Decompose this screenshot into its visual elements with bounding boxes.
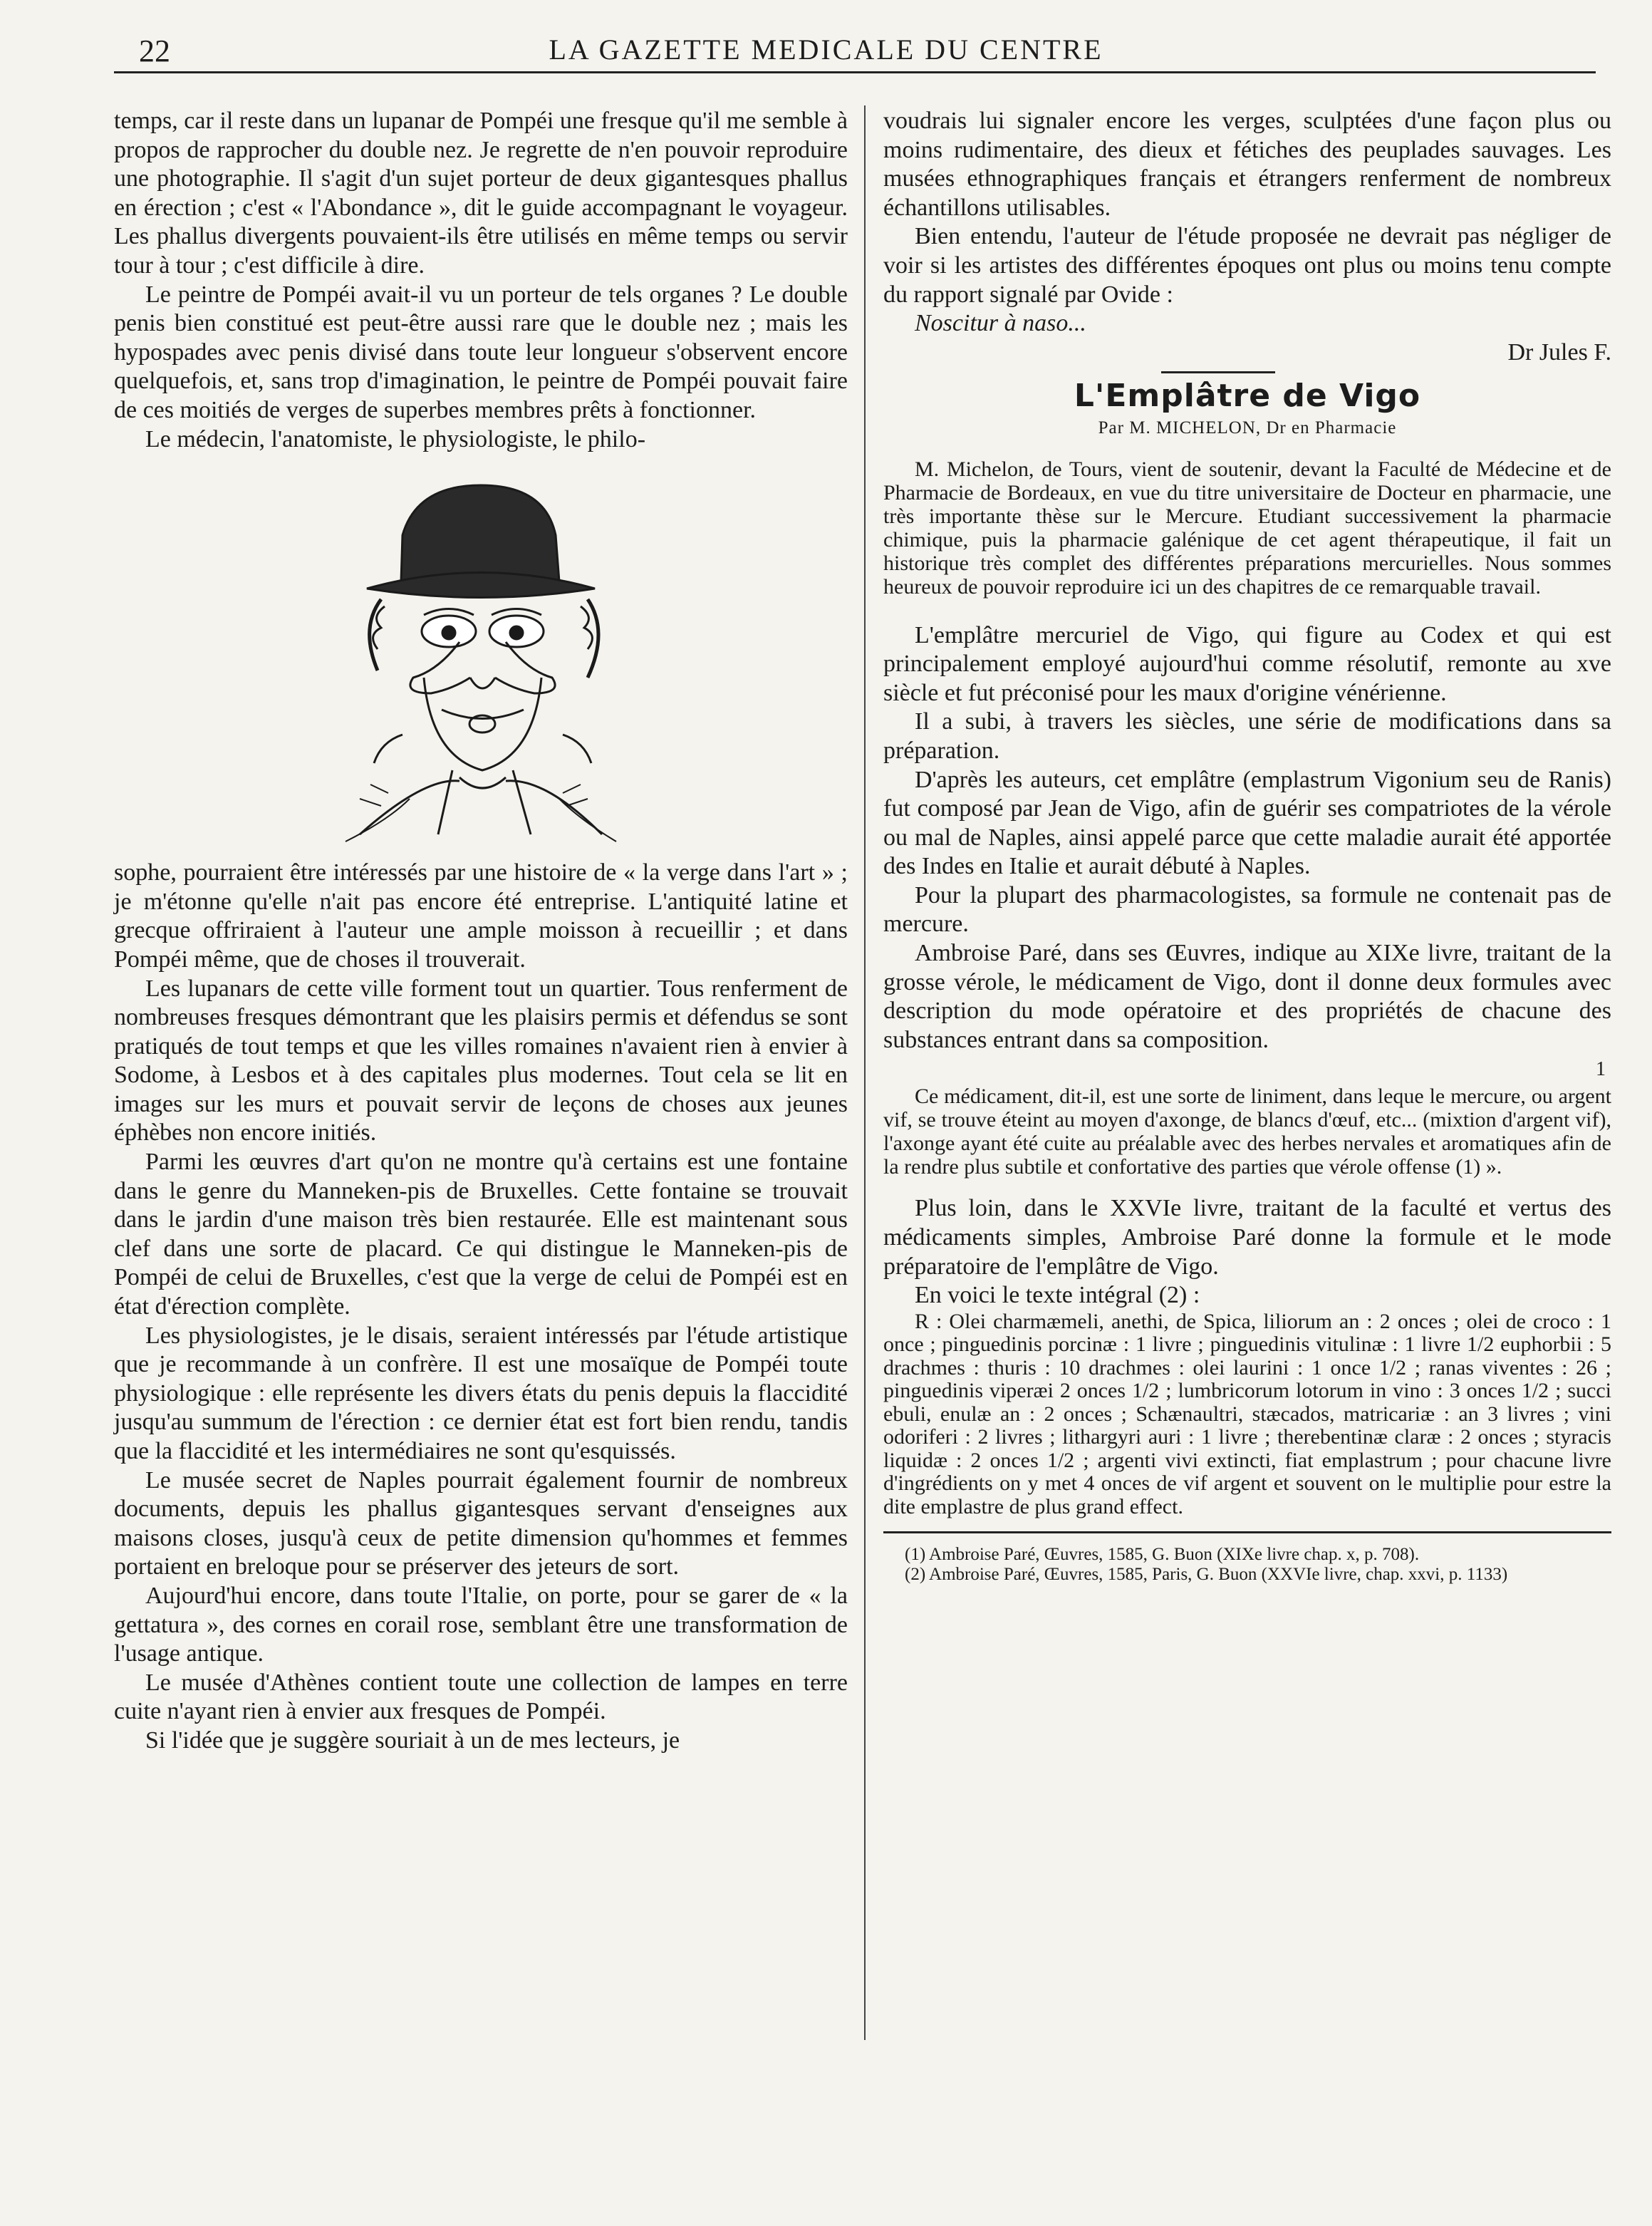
paragraph: Le médecin, l'anatomiste, le physiologiste, le philo- [145,425,646,452]
paragraph: Parmi les œuvres d'art qu'on ne montre qu'à certains est une fontaine dans le genre du Manneken-pis de Bruxelles. Cette fontaine se trouvait dans le jardin d'une maison très bien restaurée. Elle est maintenant sous clef dans une sorte de placard. Ce qui distingue le Manneken-pis de Pompéi de celui de Bruxelles, c'est que la verge de celui de Pompéi est en état d'érection complète. [114,1149,848,1320]
caricature-illustration [114,464,848,849]
paragraph: En voici le texte intégral (2) : [915,1282,1200,1309]
author-signature: Dr Jules F. [1507,338,1611,366]
paragraph: Bien entendu, l'auteur de l'étude proposée ne devrait pas négliger de voir si les artistes des différentes époques ont plus ou moins tenu compte du rapport signalé par Ovide : [883,223,1611,308]
section-rule [1161,371,1275,373]
paragraph: Les lupanars de cette ville forment tout un quartier. Tous renferment de nombreuses fresques démontrant que les plaisirs permis et défendus se sont pratiqués de tout temps et que les villes romaines n'avaient rien à envier à Sodome, à Lesbos et à des capitales plus modernes. Tout cela se lit en images sur les murs et pouvait servir de leçons de choses aux jeunes éphèbes non encore initiés. [114,975,848,1146]
intro-paragraph: M. Michelon, de Tours, vient de soutenir, devant la Faculté de Médecine et de Pharmacie de Bordeaux, en vue du titre universitaire de Docteur en pharmacie, une très importante thèse sur le Mercure. Etudiant successivement la pharmacie chimique, puis la pharmacie galénique de cet agent thérapeutique, il fait un historique très complet des différentes préparations mercurielles. Nous sommes heureux de pouvoir reproduire ici un des chapitres de ce remarquable travail. [883,457,1611,599]
article-title: L'Emplâtre de Vigo [1074,378,1421,415]
paragraph: voudrais lui signaler encore les verges, sculptées d'une façon plus ou moins rudimentaire, des dieux et fétiches des peuplades sauvages. Les musées ethnographiques français et étrangers renferment de nombreux échantillons utilisables. [883,108,1611,221]
running-title: LA GAZETTE MEDICALE DU CENTRE [549,33,1103,66]
column-divider [864,105,866,2040]
paragraph: Les physiologistes, je le disais, seraient intéressés par l'étude artistique que je recommande à un confrère. Il est une mosaïque de Pompéi toute physiologique : elle représente les divers états du penis depuis la flaccidité jusqu'au summum de l'érection : ce dernier état est fort bien rendu, tandis que la flaccidité et les intermédiaires ne sont qu'esquissés. [114,1322,848,1464]
recipe-text: R : Olei charmæmeli, anethi, de Spica, liliorum an : 2 onces ; olei de croco : 1 once ; pinguedinis porcinæ : 1 livre ; pinguedinis vitulinæ : 1 livre 1/2 euphorbii : 5 drachmes : thuris : 10 drachmes : olei laurini : 1 once 1/2 ; ranas viventes : 26 ; pinguedinis viperæi 2 onces 1/2 ; lumbricorum lotorum in vino : 3 onces 1/2 ; succi ebuli, enulæ an : 2 onces ; Schænaultri, stæcados, matricariæ : an 3 livres ; vini odoriferi : 2 livres ; lithargyri auri : 1 livre ; therebentinæ claræ : 2 onces ; styracis liquidæ : 2 onces 1/2 ; argenti vivi extincti, fiat emplastrum ; pour chacune livre d'ingrédients on y met 4 onces de vif argent et souvent on le multiplie pour estre la dite emplastre de plus grand effect. [883,1309,1611,1518]
article-byline: Par M. MICHELON, Dr en Pharmacie [1098,418,1397,438]
left-column [114,107,848,1756]
caricature-drawing [317,464,645,849]
paragraph: Le musée secret de Naples pourrait également fournir de nombreux documents, depuis les phallus gigantesques servant d'enseignes aux maisons closes, jusqu'à ceux de petite dimension qu'hommes et femmes portaient en breloque pour se préserver des jeteurs de sort. [114,1466,848,1580]
paragraph: temps, car il reste dans un lupanar de Pompéi une fresque qu'il me semble à propos de rapprocher du double nez. Je regrette de n'en pouvoir reproduire une photographie. Il s'agit d'un sujet porteur de deux gigantesques phallus en érection ; c'est « l'Abondance », dit le guide accompagnant le voyageur. Les phallus divergents pouvaient-ils être utilisés en même temps ou servir tour à tour ; c'est difficile à dire. [114,108,848,279]
paragraph: Plus loin, dans le XXVIe livre, traitant de la faculté et vertus des médicaments simples, Ambroise Paré donne la formule et le mode préparatoire de l'emplâtre de Vigo. [883,1195,1611,1280]
header-rule [114,71,1596,73]
page-number: 22 [139,33,170,68]
footnotes [883,1545,1611,1585]
page-header [0,29,1652,71]
quotation: Ce médicament, dit-il, est une sorte de liniment, dans leque le mercure, ou argent vif, se trouve éteint au moyen d'axonge, de blancs d'œuf, etc... (mixtion d'argent vif), l'axonge ayant été cuite au préalable avec des herbes nervales et aromatiques afin de la rendre plus subtile et confortative des parties que vérole offense (1) ». [883,1084,1611,1179]
footnote: (2) Ambroise Paré, Œuvres, 1585, Paris, G. Buon (XXVIe livre, chap. xxvi, p. 1133) [905,1565,1508,1585]
paragraph: Le peintre de Pompéi avait-il vu un porteur de tels organes ? Le double penis bien constitué est peut-être aussi rare que le double nez ; mais les hypospades avec penis divisé dans toute leur longueur s'observent encore quelquefois, et, sans trop d'imagination, le peintre de Pompéi pouvait faire de ces moitiés de verges de superbes membres prêts à fonctionner. [114,281,848,423]
paragraph: L'emplâtre mercuriel de Vigo, qui figure au Codex et qui est principalement employé aujourd'hui comme résolutif, remonte au xve siècle et fut préconisé pour les maux d'origine vénérienne. [883,621,1611,706]
right-column [883,107,1611,1585]
paragraph: Pour la plupart des pharmacologistes, sa formule ne contenait pas de mercure. [883,881,1611,938]
paragraph: Aujourd'hui encore, dans toute l'Italie, on porte, pour se garer de « la gettatura », des cornes en corail rose, semblant être une transformation de l'usage antique. [114,1582,848,1667]
paragraph: Ambroise Paré, dans ses Œuvres, indique au XIXe livre, traitant de la grosse vérole, le médicament de Vigo, dont il donne deux formules avec description du mode opératoire et des propriétés de chacune des substances entrant dans sa composition. [883,940,1611,1053]
footnote: (1) Ambroise Paré, Œuvres, 1585, G. Buon (XIXe livre chap. x, p. 708). [905,1545,1420,1565]
paragraph: Si l'idée que je suggère souriait à un de mes lecteurs, je [145,1727,680,1754]
footnote-rule [883,1531,1611,1533]
paragraph: Le musée d'Athènes contient toute une collection de lampes en terre cuite n'ayant rien à envier aux fresques de Pompéi. [114,1669,848,1725]
section-marker: 1 [1596,1058,1606,1081]
paragraph: D'après les auteurs, cet emplâtre (emplastrum Vigonium seu de Ranis) fut composé par Jean de Vigo, afin de guérir ses compatriotes de la vérole ou mal de Naples, ainsi appelé parce que cette maladie aurait été apportée des Indes en Italie et aurait débuté à Naples. [883,766,1611,880]
latin-motto: Noscitur à naso... [915,310,1086,337]
paragraph: Il a subi, à travers les siècles, une série de modifications dans sa préparation. [883,708,1611,764]
paragraph: sophe, pourraient être intéressés par une histoire de « la verge dans l'art » ; je m'étonne qu'elle n'ait pas encore été entreprise. L'antiquité latine et grecque offriraient à l'auteur une ample moisson à recueillir ; et dans Pompéi même, que de choses il trouverait. [114,859,848,973]
article-intro [883,457,1611,599]
